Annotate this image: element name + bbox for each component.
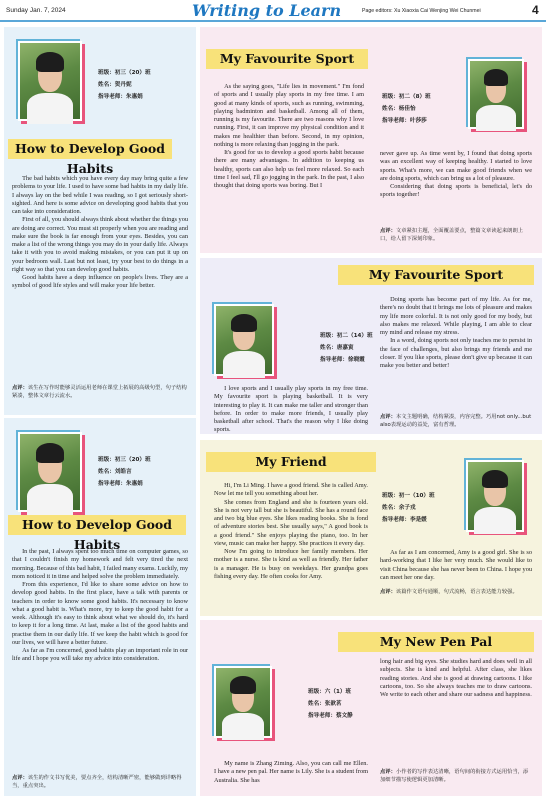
article-body: [12, 175, 188, 291]
author-info: [98, 454, 151, 490]
paragraph: I love sports and I usually play sports in my free time. My favourite sport is playing basketball. It is very interesting to play it. It can make me taller and stronger than before. In order to make more friends, I usually play basketball after school. That's the reason why I like doing sports.: [214, 385, 368, 434]
comment-label: 点评：: [380, 769, 396, 775]
paragraph: In a word, doing sports not only teaches me to persist in the face of challenges, but also brings my friends and me closer. If you like sports, please don't give up because it can make you better and better!: [380, 337, 532, 369]
comment-label: 点评：: [12, 385, 28, 391]
author-name: 姓名：贺丹妮: [98, 82, 132, 88]
comment-text: 该篇作文语句通顺，句式流畅，语言表达能力较强。: [395, 589, 518, 595]
article-body-col1: [214, 83, 364, 190]
teacher-name: 指导老师：叶莎莎: [382, 118, 427, 124]
teacher-comment: [380, 413, 532, 429]
comment-text: 小作者的写作表达清晰，语句间的衔接方式运用恰当，添加细节描写使逻辑更加清晰。: [380, 769, 529, 783]
paragraph: As far as I am concerned, Amy is a good girl. She is so hard-working that I like her very much. She would like to visit China because she has never been to China. I hope you can meet her one day.: [380, 549, 532, 581]
comment-label: 点评：: [12, 775, 28, 781]
paragraph: As far as I'm concerned, good habits play an important role in our life and I hope you will take my advice into consideration.: [12, 647, 188, 663]
teacher-comment: [12, 774, 188, 790]
teacher-comment: [12, 384, 188, 400]
article-body-col1: [214, 760, 368, 785]
page-number: 4: [532, 3, 539, 17]
author-name: 姓名：余子戎: [382, 505, 416, 511]
page-editors: Page editors: Xu Xiaoxia Cai Wenjing Wei Chunmei: [362, 8, 481, 14]
paragraph: Doing sports has become part of my life. As for me, there's no doubt that it brings me lots of pleasure and makes my life more colorful. It is not only good for my body, but also makes me relaxed. While playing, I am able to clear my mind and release my stress.: [380, 296, 532, 336]
comment-text: 本文主题明确，结构紧凑，内容完整。巧用not only...but also表现运动的益处，富有哲理。: [380, 414, 532, 428]
teacher-comment: [380, 588, 532, 596]
paragraph: Good habits have a deep influence on people's lives. They are a symbol of good life styles and will make your life better.: [12, 274, 188, 290]
student-photo-icon: [214, 666, 272, 738]
author-info: [320, 330, 373, 366]
article-body-col1: [214, 385, 368, 434]
article-good-habits-1: [4, 27, 196, 415]
comment-text: 该生的作文书写优美，要点齐全，结构清晰严密，能够做到详略得当，重点突出。: [12, 775, 182, 789]
article-title: How to Develop Good Habits: [8, 139, 172, 159]
comment-label: 点评：: [380, 228, 396, 234]
author-name: 姓名：刘皓言: [98, 469, 132, 475]
article-title: My Favourite Sport: [206, 49, 368, 69]
article-body: [12, 548, 188, 664]
author-name: 姓名：唐嘉寅: [320, 345, 354, 351]
article-favourite-sport-2: [200, 258, 542, 434]
student-photo-icon: [466, 460, 524, 532]
teacher-name: 指导老师：朱惠娟: [98, 481, 143, 487]
author-info: [382, 490, 435, 526]
issue-date: Sunday Jan. 7, 2024: [6, 7, 66, 14]
paragraph: long hair and big eyes. She studies hard and does well in all subjects. She is kind and helpful. After class, she likes reading stories. And she is good at drawing cartoons. I like cartoons, too. So she always teaches me to draw cartoons. We write to each other and share our sadness and happiness.: [380, 658, 532, 698]
article-title: My Favourite Sport: [338, 265, 534, 285]
paragraph: My name is Zhang Ziming. Also, you can call me Ellen. I have a new pen pal. Her name is Lily. She is a student from Australia. She has: [214, 760, 368, 784]
article-body-col2: [380, 549, 532, 582]
comment-text: 该生在写作时能够灵活运用老师在课堂上拓展的高级句型，句子结构紧凑，整体文章行云流水。: [12, 385, 187, 399]
article-body-col2: [380, 296, 532, 370]
paragraph: In the past, I always spent too much time on computer games, so that I couldn't finish my homework and felt very tired the next morning. Because of this bad habit, I failed many exams. Luckily, my mom noticed it in time and helped solve the problem immediately.: [12, 548, 188, 580]
student-photo-icon: [468, 59, 524, 129]
comment-label: 点评：: [380, 589, 396, 595]
masthead-title: Writing to Learn: [192, 1, 342, 20]
paragraph: The bad habits which you have every day may bring quite a few problems to your life. I used to have some bad habits in my daily life. I always lay on the bed while I was reading, so I got seriously short-sighted. And here is some advice on developing good habits that you can take into consideration.: [12, 175, 188, 215]
teacher-comment: [380, 768, 532, 784]
paragraph: Considering that doing sports is beneficial, let's do sports together!: [380, 183, 532, 199]
paragraph: Now I'm going to introduce her family members. Her mother is a nurse. She is kind as well as friendly. Her father is a manager. He is busy on weekdays. Her grandpa goes fishing every day. He often cooks for Amy.: [214, 548, 368, 580]
paragraph: Hi, I'm Li Ming. I have a good friend. She is called Amy. Now let me tell you something about her.: [214, 482, 368, 498]
teacher-comment: [380, 227, 532, 243]
page-header: [0, 0, 546, 22]
author-info: [308, 686, 353, 722]
class-label: 班级：初一（10）班: [382, 493, 435, 499]
article-new-pen-pal: [200, 620, 542, 796]
comment-label: 点评：: [380, 414, 396, 420]
article-title: How to Develop Good Habits: [8, 515, 186, 535]
paragraph: From this experience, I'd like to share some advice on how to develop good habits. In the first place, have a talk with parents or teachers in order to know some good habits. It's necessary to know what a good habit is. What's more, try to keep the good habit for a week. Although it's easy to think about what we should do, it's hard to keep it for a long time. At last, make a list of the good habits and practise them in our daily life. If we keep the habit which is good for our lives, we will have a better future.: [12, 581, 188, 646]
paragraph: never gave up. As time went by, I found that doing sports was an excellent way of keeping healthy. I started to love sports. What's more, we can make good friends when we are doing sports, which can bring us a lot of pleasure.: [380, 150, 532, 182]
teacher-name: 指导老师：朱惠娟: [98, 94, 143, 100]
article-good-habits-2: [4, 418, 196, 796]
article-body-col2: [380, 658, 532, 699]
author-info: [382, 91, 431, 127]
paragraph: First of all, you should always think about whether the things you are doing are correct. You must sit properly when you are reading and make sure the book is far enough from your eyes. Besides, you can make a list of the wrong things you may do in your daily life. Always take it with you to avoid making mistakes, or you can put it up on your bedroom wall. Last but not least, try your best to do things in a right way so that you can develop good habits.: [12, 216, 188, 273]
author-info: [98, 67, 151, 103]
article-body-col1: [214, 482, 368, 581]
student-photo-icon: [18, 41, 82, 121]
class-label: 班级：初二（8）班: [382, 94, 431, 100]
student-photo-icon: [214, 304, 274, 376]
teacher-name: 指导老师：蔡文静: [308, 713, 353, 719]
class-label: 班级：初三（20）班: [98, 70, 151, 76]
paragraph: She comes from England and she is fourteen years old. She is not very tall but she is beautiful. She has a round face and two big blue eyes. She likes reading books. She is fond of adventure stories best. She usually says," A good book is a good friend." She enjoys playing the piano, too. In her view, music can make her happy. She practices it every day.: [214, 498, 368, 547]
paragraph: As the saying goes, "Life lies in movement." I'm fond of sports and I usually play sports in my free time. I am good at many kinds of sports, such as running, swimming, playing badminton and basketball. Among all of them, running is my favourite. There are two reasons why I love running. First, it can improve my physical condition and it makes me healthier than before. Second, in my opinion, nothing is more relaxing than jogging in the park.: [214, 83, 364, 148]
student-photo-icon: [18, 432, 82, 512]
comment-text: 文章紧扣主题，全面覆盖要点，整篇文章读起来朗朗上口，给人留下深刻印象。: [380, 228, 524, 242]
paragraph: It's good for us to develop a good sports habit because there are many advantages. In addition to keeping us healthy, sports can also help us feel more relaxed. So each time I feel sad, I'll go jogging in the park. In the past, I also thought that doing sports was boring. But I: [214, 149, 364, 189]
article-favourite-sport-1: [200, 27, 542, 253]
author-name: 姓名：杨佳怡: [382, 106, 416, 112]
article-title: My New Pen Pal: [338, 632, 534, 652]
article-my-friend: [200, 440, 542, 616]
class-label: 班级：初三（20）班: [98, 457, 151, 463]
teacher-name: 指导老师：李是媛: [382, 517, 427, 523]
article-title: My Friend: [206, 452, 376, 472]
class-label: 班级：六（1）班: [308, 689, 352, 695]
article-body-col2: [380, 150, 532, 200]
author-name: 姓名：张歆茗: [308, 701, 342, 707]
class-label: 班级：初二（14）班: [320, 333, 373, 339]
teacher-name: 指导老师：徐晓霞: [320, 357, 365, 363]
